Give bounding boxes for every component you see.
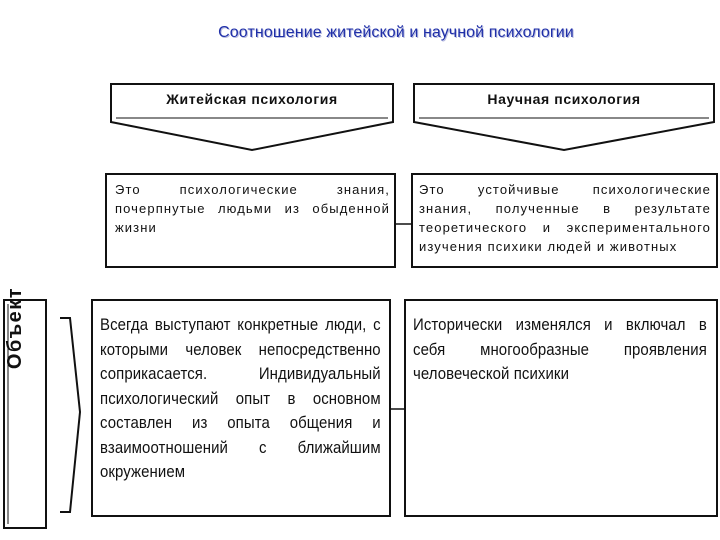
object-text-scientific: Исторически изменялся и включал в себя многообразные проявления человеческой психики (413, 315, 707, 383)
header-label-scientific: Научная психология (487, 91, 641, 107)
object-arrow (60, 318, 80, 512)
object-label: Объект (4, 286, 26, 370)
header-label-everyday: Житейская психология (166, 91, 338, 107)
object-text-everyday: Всегда выступают конкретные люди, с которыми человек непосредственно соприкасается. Индивидуальный психологический опыт в основном составлен из опыта общения и взаимоотношений с ближайшим окружением (100, 315, 381, 481)
definition-text-scientific: Это устойчивые психологические знания, полученные в результате теоретического и экспериментального изучения психики людей и животных (419, 182, 711, 254)
definition-text-everyday: Это психологические знания, почерпнутые людьми из обыденной жизни (115, 182, 390, 235)
slide-title: Соотношение житейской и научной психологии (218, 24, 574, 41)
